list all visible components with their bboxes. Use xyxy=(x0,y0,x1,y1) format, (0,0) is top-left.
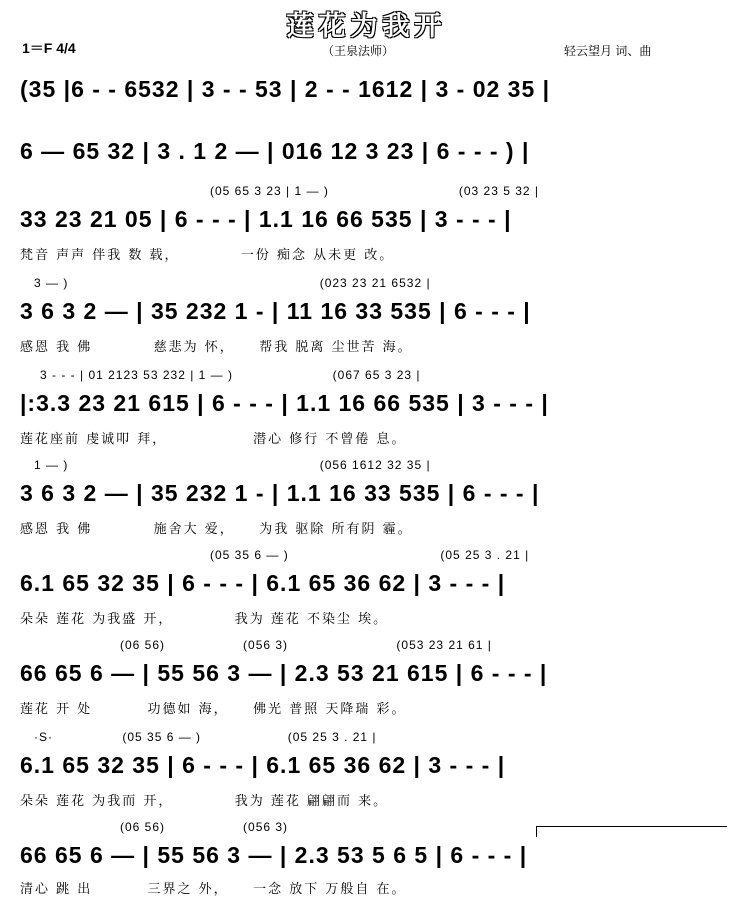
accomp-line: (06 56) (056 3) xyxy=(120,820,289,834)
notation-line: 66 65 6 — | 55 56 3 — | 2.3 53 5 6 5 | 6 - - - | xyxy=(20,842,528,868)
accomp-line: (05 35 6 — ) (05 25 3 . 21 | xyxy=(210,548,530,562)
lyric-line: 感恩 我 佛 慈悲为 怀， 帮我 脱离 尘世苦 海。 xyxy=(20,340,413,355)
notation-line: 3 6 3 2 — | 35 232 1 - | 1.1 16 33 535 | 6 - - - | xyxy=(20,480,540,506)
key-signature: 1＝F 4/4 xyxy=(22,40,76,56)
accomp-line: (06 56) (056 3) (053 23 21 61 | xyxy=(120,638,492,652)
notation-line: 6 — 65 32 | 3 . 1 2 — | 016 12 3 23 | 6 - - - ) | xyxy=(20,138,530,164)
accomp-line: 3 - - - | 01 2123 53 232 | 1 — ) (067 65 3 23 | xyxy=(40,368,421,382)
notation-line: (35 |6 - - 6532 | 3 - - 53 | 2 - - 1612 | 3 - 02 35 | xyxy=(20,76,551,102)
accomp-line: 3 — ) (023 23 21 6532 | xyxy=(34,276,431,290)
song-title: 莲花为我开 xyxy=(286,11,447,42)
notation-line: |:3.3 23 21 615 | 6 - - - | 1.1 16 66 535 | 3 - - - | xyxy=(20,390,549,416)
lyric-line: 莲花 开 处 功德如 海， 佛光 普照 天降瑞 彩。 xyxy=(20,702,407,717)
notation-line: 33 23 21 05 | 6 - - - | 1.1 16 66 535 | 3 - - - | xyxy=(20,206,512,232)
notation-line: 6.1 65 32 35 | 6 - - - | 6.1 65 36 62 | 3 - - - | xyxy=(20,752,506,778)
lyric-line: 朵朵 莲花 为我而 开， 我为 莲花 翩翩而 来。 xyxy=(20,794,389,809)
author-credit: 轻云望月 词、曲 xyxy=(564,44,652,58)
ending-bracket xyxy=(536,826,727,837)
lyric-line: 朵朵 莲花 为我盛 开， 我为 莲花 不染尘 埃。 xyxy=(20,612,389,627)
singer-credit: （王泉法师） xyxy=(322,44,395,58)
notation-line: 66 65 6 — | 55 56 3 — | 2.3 53 21 615 | 6 - - - | xyxy=(20,660,548,686)
notation-line: 3 6 3 2 — | 35 232 1 - | 11 16 33 535 | 6 - - - | xyxy=(20,298,531,324)
lyric-line: 莲花座前 虔诚叩 拜， 潜心 修行 不曾倦 息。 xyxy=(20,432,407,447)
accomp-line: (05 65 3 23 | 1 — ) (03 23 5 32 | xyxy=(210,184,540,198)
lyric-line: 清心 跳 出 三界之 外， 一念 放下 万般自 在。 xyxy=(20,882,407,897)
notation-line: 6.1 65 32 35 | 6 - - - | 6.1 65 36 62 | 3 - - - | xyxy=(20,570,506,596)
lyric-line: 梵音 声声 伴我 数 载， 一份 痴念 从未更 改。 xyxy=(20,248,395,263)
lyric-line: 感恩 我 佛 施舍大 爱， 为我 驱除 所有阴 霾。 xyxy=(20,522,413,537)
accomp-line: 1 — ) (056 1612 32 35 | xyxy=(34,458,431,472)
accomp-line: ·S· (05 35 6 — ) (05 25 3 . 21 | xyxy=(34,730,377,744)
